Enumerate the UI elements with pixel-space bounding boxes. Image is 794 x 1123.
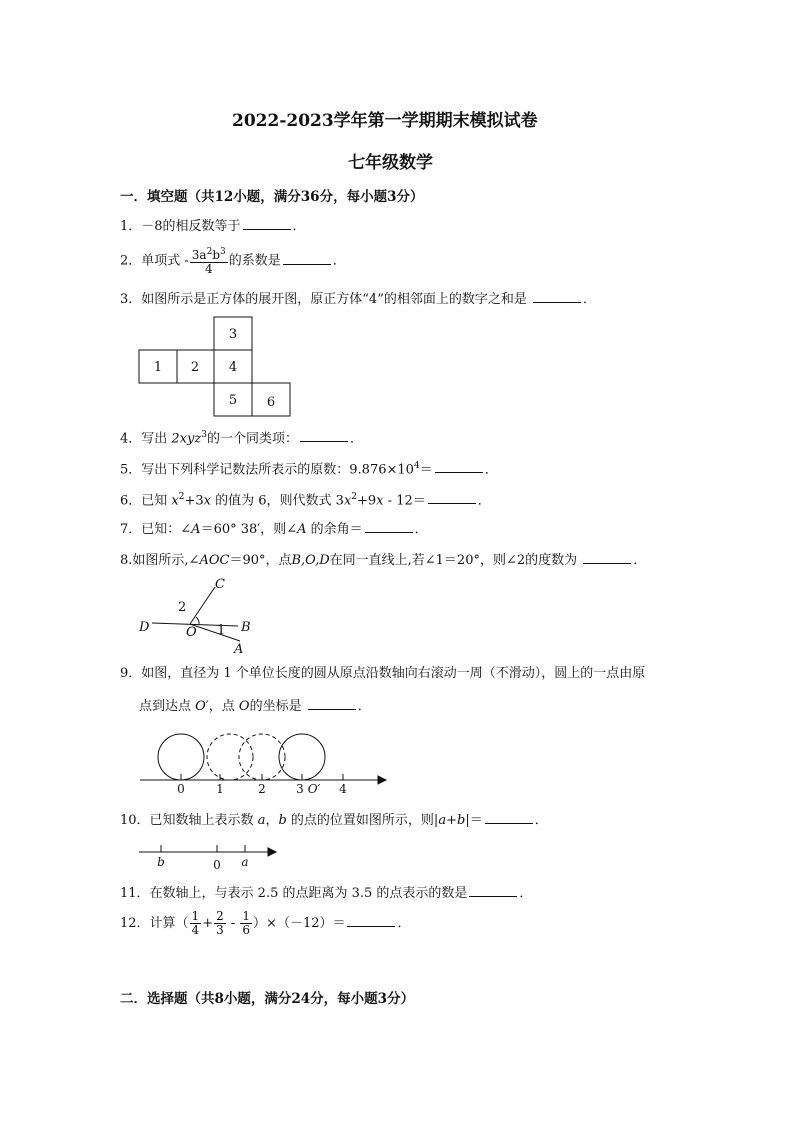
text: 的坐标是: [249, 699, 302, 714]
question-9-line-1: 9．如图，直径为 1 个单位长度的圆从原点沿数轴向右滚动一周（不滑动），圆上的一点由原: [120, 666, 646, 681]
text: ＝60° 38′，则∠: [200, 522, 298, 537]
text: ＝90°，点: [229, 553, 292, 568]
denominator: 4: [191, 923, 200, 937]
fraction-2: [214, 910, 226, 937]
variable: B,O,D: [291, 553, 330, 568]
answer-blank[interactable]: [428, 491, 476, 504]
punct: ．: [582, 292, 596, 307]
text: +3: [184, 493, 204, 509]
exponent: 2: [178, 492, 185, 502]
net-label: 5: [228, 393, 238, 408]
net-label: 6: [266, 395, 276, 410]
punct: ．: [357, 699, 371, 714]
answer-blank[interactable]: [308, 697, 356, 710]
text: 的点的位置如图所示，则|: [286, 813, 439, 828]
variable: a: [257, 813, 266, 828]
text: 点到达点: [139, 699, 196, 714]
section-2-heading: 二．选择题（共8小题，满分24分，每小题3分）: [120, 991, 415, 1007]
variable: x: [171, 493, 179, 509]
ray-OC: [190, 587, 215, 624]
numerator-a: 3a: [191, 248, 207, 262]
answer-blank[interactable]: [485, 811, 533, 824]
text: ）×（－12）＝: [253, 916, 346, 931]
question-11: [120, 884, 532, 903]
exponent: 3: [201, 430, 207, 440]
angle-arc: [196, 617, 199, 625]
question-5-suffix: ＝: [419, 462, 433, 478]
fraction-3: [240, 910, 252, 937]
punct: ．: [414, 522, 428, 537]
question-5-prefix: 5．写出下列科学记数法所表示的原数：9.876×10: [120, 462, 414, 478]
text: ，点: [208, 699, 239, 714]
page-title: 2022-2023学年第一学期期末模拟试卷: [232, 111, 538, 131]
tick-label: 3: [296, 782, 304, 796]
variable: A: [191, 522, 201, 537]
punct: ．: [397, 916, 411, 931]
question-5: [120, 457, 498, 479]
text: - 12＝: [383, 493, 426, 509]
section-1-heading: 一．填空题（共12小题，满分36分，每小题3分）: [120, 189, 424, 205]
question-7: [120, 520, 428, 539]
punct: ．: [292, 219, 306, 234]
text: 10．已知数轴上表示数: [120, 813, 258, 828]
question-4-prefix: 4．写出: [120, 431, 172, 447]
label-zero: 0: [213, 858, 221, 872]
label-a: a: [241, 855, 249, 869]
variable: x: [203, 493, 211, 509]
question-8: [120, 551, 646, 570]
exponent: 2: [206, 247, 213, 257]
tick-label: 1: [216, 782, 224, 796]
question-6: [120, 488, 491, 510]
text: +9: [357, 493, 377, 509]
label-angle-1: 1: [217, 623, 226, 638]
punct: ．: [534, 813, 548, 828]
circle-end: [279, 734, 325, 780]
variable: x: [343, 493, 352, 509]
numerator: 1: [191, 909, 200, 923]
answer-blank[interactable]: [435, 460, 483, 473]
variable: b: [456, 813, 466, 828]
question-4-suffix: 的一个同类项：: [206, 431, 298, 447]
label-O: O: [186, 625, 197, 640]
text: 7．已知：∠: [120, 522, 192, 537]
question-11-text: 11．在数轴上，与表示 2.5 的点距离为 3.5 的点表示的数是: [120, 886, 468, 901]
fraction-1: [190, 910, 202, 937]
variable: x: [376, 493, 384, 509]
text: 的余角＝: [306, 522, 363, 537]
axis-arrow: [268, 848, 276, 856]
punct: ．: [349, 431, 363, 447]
operator: +: [202, 916, 214, 931]
label-b: b: [157, 855, 165, 869]
net-label: 2: [190, 360, 200, 375]
text: 的值为 6，则代数式 3: [211, 493, 344, 509]
circle-start: [158, 734, 204, 780]
operator: -: [226, 916, 240, 931]
denominator: 4: [204, 262, 213, 276]
text: 8.如图所示,∠: [120, 553, 200, 568]
text: 6．已知: [120, 493, 172, 509]
net-label: 4: [228, 360, 238, 375]
question-12: [120, 910, 411, 937]
numerator-b: b: [212, 248, 221, 262]
variable: b: [278, 813, 287, 828]
punct: ．: [484, 462, 498, 478]
tick-label: 0: [177, 782, 185, 796]
text: ，: [265, 813, 279, 828]
tick-label: 2: [258, 782, 266, 796]
denominator: 6: [242, 923, 251, 937]
variable: A: [297, 522, 307, 537]
answer-blank[interactable]: [300, 429, 348, 442]
answer-blank[interactable]: [469, 884, 517, 897]
variable: O′: [195, 699, 209, 714]
net-label: 3: [228, 327, 238, 342]
label-A: A: [234, 642, 244, 657]
punct: ．: [519, 886, 533, 901]
circle-rolling-1: [207, 734, 253, 780]
exponent: 2: [351, 492, 358, 502]
circle-rolling-2: [239, 734, 285, 780]
label-C: C: [215, 577, 225, 592]
exponent: 4: [413, 461, 420, 471]
exponent: 3: [220, 247, 226, 257]
punct: ．: [332, 253, 346, 269]
label-D: D: [139, 620, 150, 635]
numerator: 1: [242, 909, 251, 923]
answer-blank[interactable]: [365, 520, 413, 533]
question-9-line-2: [139, 697, 371, 716]
variable: AOC: [199, 553, 230, 568]
numerator: 2: [216, 909, 224, 923]
variable: O: [238, 699, 250, 714]
net-label: 1: [153, 360, 163, 375]
punct: ．: [633, 553, 647, 568]
variable: a: [438, 813, 447, 828]
text: 12．计算（: [120, 916, 189, 931]
label-angle-2: 2: [178, 600, 187, 615]
answer-blank[interactable]: [347, 914, 395, 927]
text: +: [446, 813, 457, 828]
question-3-text: 3．如图所示是正方体的展开图，原正方体“4”的相邻面上的数字之和是: [120, 292, 527, 307]
question-2-suffix: 的系数是: [228, 253, 281, 269]
axis-arrow: [378, 776, 386, 784]
monomial: 2xyz: [171, 431, 202, 447]
tick-label: 4: [339, 782, 347, 796]
question-4: [120, 426, 363, 448]
rolling-circle-figure: [140, 734, 386, 784]
denominator: 3: [216, 923, 224, 937]
question-2-prefix: 2．单项式 -: [120, 253, 189, 269]
question-1-text: 1．－8的相反数等于: [120, 219, 241, 234]
page-subtitle: 七年级数学: [348, 153, 433, 173]
answer-blank[interactable]: [583, 551, 631, 564]
ray-OA: [190, 624, 240, 641]
label-B: B: [241, 620, 251, 635]
question-10: [120, 811, 548, 830]
text: |＝: [465, 813, 483, 828]
text: 在同一直线上,若∠1＝20°，则∠2的度数为: [329, 553, 578, 568]
tick-label-O-prime: O′: [307, 782, 321, 796]
punct: ．: [477, 493, 491, 509]
